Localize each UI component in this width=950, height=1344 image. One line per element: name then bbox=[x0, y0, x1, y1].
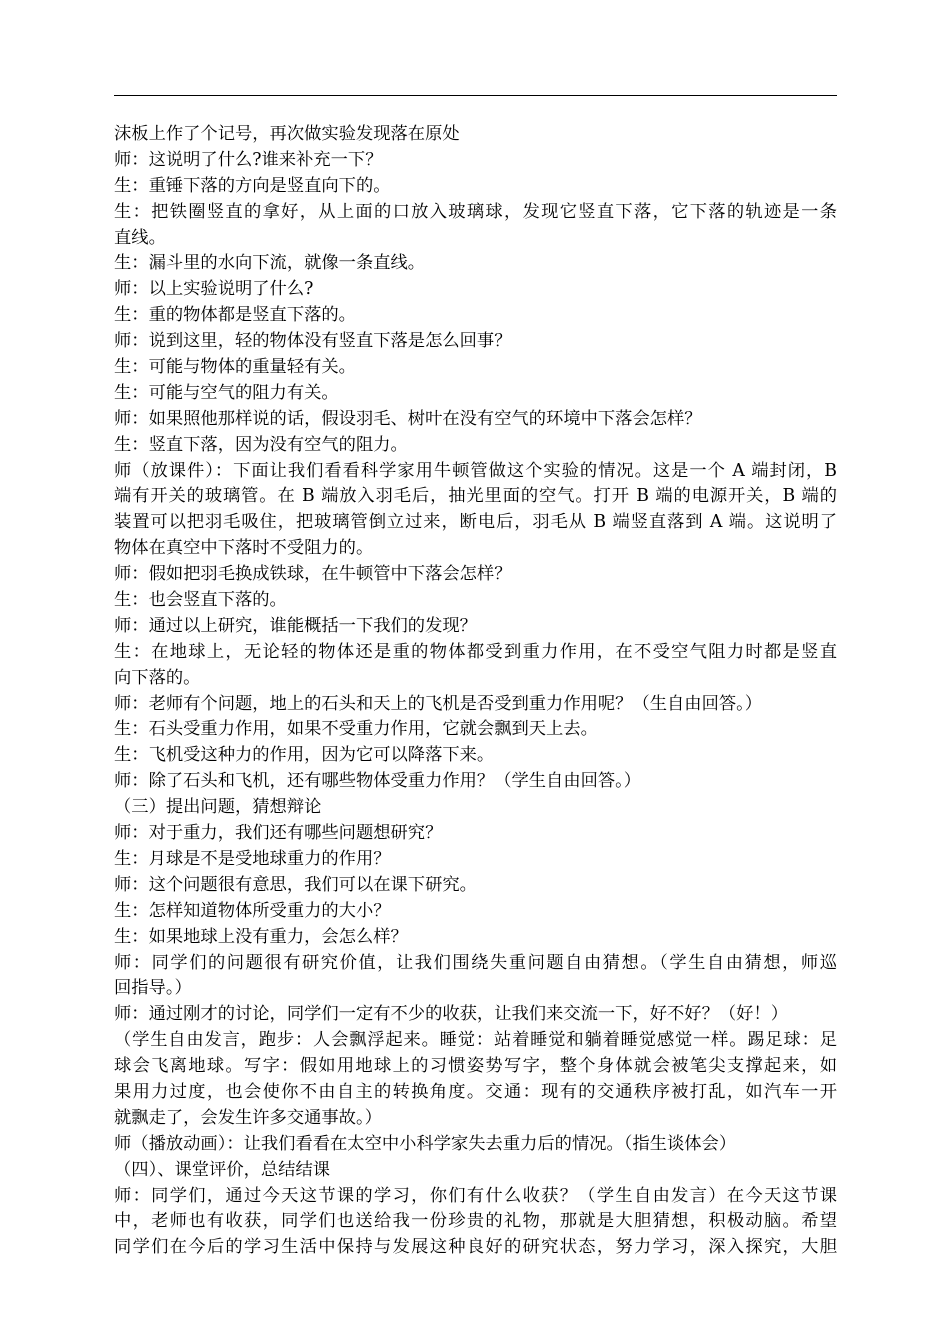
text-line: 生：竖直下落，因为没有空气的阻力。 bbox=[114, 434, 408, 455]
text-line: 师：通过以上研究，谁能概括一下我们的发现？ bbox=[114, 615, 477, 636]
text-line: 生：如果地球上没有重力，会怎么样？ bbox=[114, 926, 408, 947]
text-line: 师：同学们的问题很有研究价值，让我们围绕失重问题自由猜想。（学生自由猜想，师巡 bbox=[114, 952, 837, 973]
text-line: 师：除了石头和飞机，还有哪些物体受重力作用？（学生自由回答。） bbox=[114, 771, 642, 792]
text-line: 生：石头受重力作用，如果不受重力作用，它就会飘到天上去。 bbox=[114, 719, 598, 740]
text-line: 生：把铁圈竖直的拿好，从上面的口放入玻璃球，发现它竖直下落，它下落的轨迹是一条 bbox=[114, 201, 837, 222]
text-line: 师：老师有个问题，地上的石头和天上的飞机是否受到重力作用呢？（生自由回答。） bbox=[114, 693, 763, 714]
text-line: 师（播放动画）：让我们看看在太空中小科学家失去重力后的情况。（指生谈体会） bbox=[114, 1133, 737, 1154]
text-line: 生：也会竖直下落的。 bbox=[114, 590, 287, 611]
text-line: 师：如果照他那样说的话，假设羽毛、树叶在没有空气的环境中下落会怎样？ bbox=[114, 408, 702, 429]
text-line: 生：飞机受这种力的作用，因为它可以降落下来。 bbox=[114, 745, 495, 766]
text-line: 端有开关的玻璃管。在 B 端放入羽毛后，抽光里面的空气。打开 B 端的电源开关，B 端的 bbox=[114, 486, 837, 507]
text-line: 师（放课件）：下面让我们看看科学家用牛顿管做这个实验的情况。这是一个 A 端封闭，B bbox=[114, 460, 837, 481]
text-line: 生：重锤下落的方向是竖直向下的。 bbox=[114, 175, 391, 196]
section-heading: （三）提出问题，猜想辩论 bbox=[114, 797, 322, 818]
text-line: 师：通过刚才的讨论，同学们一定有不少的收获，让我们来交流一下，好不好？（好！） bbox=[114, 1004, 788, 1025]
text-line: 师：这个问题很有意思，我们可以在课下研究。 bbox=[114, 874, 477, 895]
text-line: 师：同学们，通过今天这节课的学习，你们有什么收获？（学生自由发言）在今天这节课 bbox=[114, 1185, 837, 1206]
document-body bbox=[114, 122, 837, 1261]
text-line: 生：漏斗里的水向下流，就像一条直线。 bbox=[114, 253, 426, 274]
text-line: 中，老师也有收获，同学们也送给我一份珍贵的礼物，那就是大胆猜想，积极动脑。希望 bbox=[114, 1211, 837, 1232]
text-line: 装置可以把羽毛吸住，把玻璃管倒立过来，断电后，羽毛从 B 端竖直落到 A 端。这说明了 bbox=[114, 512, 837, 533]
text-line: 直线。 bbox=[114, 227, 166, 248]
text-line: 生：怎样知道物体所受重力的大小？ bbox=[114, 900, 391, 921]
text-line: 师：对于重力，我们还有哪些问题想研究？ bbox=[114, 823, 443, 844]
text-line: 生：可能与物体的重量轻有关。 bbox=[114, 357, 356, 378]
text-line: 球会飞离地球。写字：假如用地球上的习惯姿势写字，整个身体就会被笔尖支撑起来，如 bbox=[114, 1056, 837, 1077]
text-line: 师：以上实验说明了什么? bbox=[114, 279, 314, 300]
text-line: 师：说到这里，轻的物体没有竖直下落是怎么回事？ bbox=[114, 331, 512, 352]
text-line: 生：在地球上，无论轻的物体还是重的物体都受到重力作用，在不受空气阻力时都是竖直 bbox=[114, 641, 837, 662]
text-line: 就飘走了，会发生许多交通事故。） bbox=[114, 1107, 382, 1128]
text-line: 生：月球是不是受地球重力的作用？ bbox=[114, 848, 391, 869]
text-line: 师：这说明了什么?谁来补充一下？ bbox=[114, 149, 383, 170]
text-line: 生：可能与空气的阻力有关。 bbox=[114, 382, 339, 403]
header-rule bbox=[114, 95, 837, 96]
text-line: 果用力过度，也会使你不由自主的转换角度。交通：现有的交通秩序被打乱，如汽车一开 bbox=[114, 1081, 837, 1102]
text-line: （学生自由发言，跑步：人会飘浮起来。睡觉：站着睡觉和躺着睡觉感觉一样。踢足球：足 bbox=[114, 1030, 837, 1051]
text-line: 沫板上作了个记号，再次做实验发现落在原处 bbox=[114, 124, 460, 144]
text-line: 师：假如把羽毛换成铁球，在牛顿管中下落会怎样？ bbox=[114, 564, 512, 585]
text-line: 回指导。） bbox=[114, 978, 192, 999]
section-heading: （四）、课堂评价，总结结课 bbox=[114, 1159, 331, 1180]
text-line: 同学们在今后的学习生活中保持与发展这种良好的研究状态，努力学习，深入探究，大胆 bbox=[114, 1237, 837, 1258]
text-line: 物体在真空中下落时不受阻力的。 bbox=[114, 538, 374, 559]
text-line: 生：重的物体都是竖直下落的。 bbox=[114, 305, 356, 326]
text-line: 向下落的。 bbox=[114, 667, 201, 688]
